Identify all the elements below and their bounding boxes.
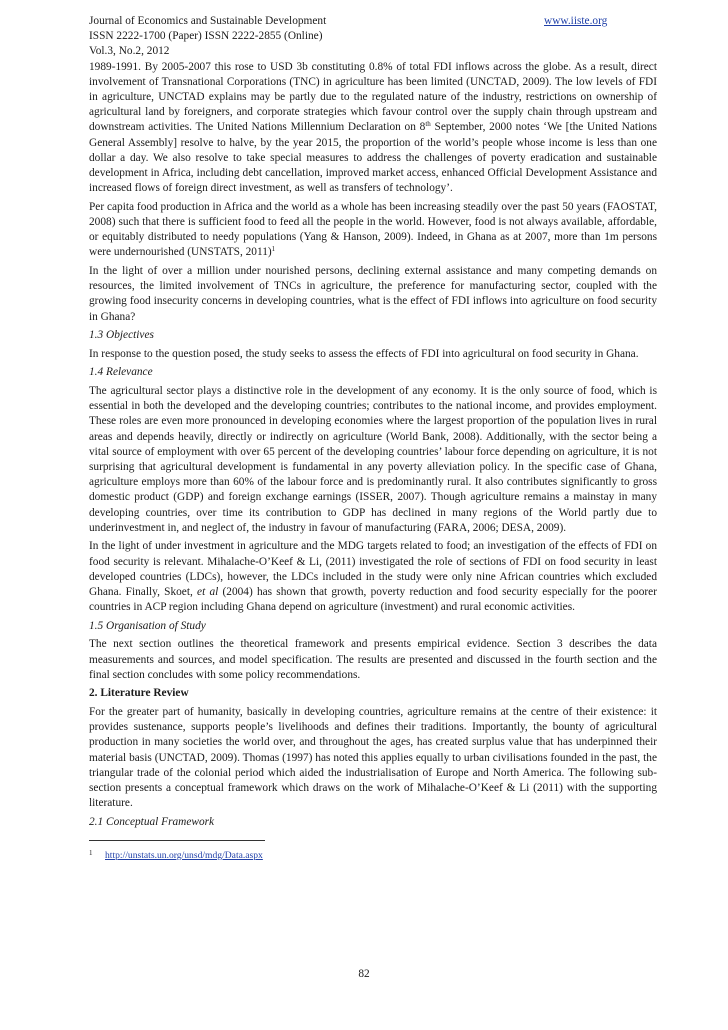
- footnote-link[interactable]: http://unstats.un.org/unsd/mdg/Data.aspx: [105, 850, 263, 862]
- paragraph-research-question: In the light of over a million under nourished persons, declining external assistance and many competing demands on resources, the limited involvement of TNCs in agriculture, the preference for manufacturing sector, coupled with the growing food insecurity concerns in developing countries, what is the effect of FDI inflows into agriculture on food security in Ghana?: [89, 265, 657, 323]
- heading-organisation: 1.5 Organisation of Study: [89, 619, 206, 632]
- superscript-th: th: [425, 120, 431, 129]
- footnote-divider: [89, 840, 265, 841]
- et-al-italic: et al: [197, 586, 219, 599]
- paragraph-organisation: The next section outlines the theoretical framework and presents empirical evidence. Section 3 describes the data measurements and sources, and model specification. The results are presented and discussed in the fourth section and the final section concludes with some policy recommendations.: [89, 638, 657, 681]
- paragraph-underinvestment: In the light of under investment in agriculture and the MDG targets related to food; an investigation of the effects of FDI on food security is relevant. Mihalache-O’Keef & Li, (2011) investigated the role of sections of FDI on food security in least developed countries (LDCs), however, the LDCs included in the study were only nine African countries which excluded Ghana. Finally, Skoet, et al (2004) has shown that growth, poverty reduction and food security especially for the poorer countries in ACP region including Ghana depend on agriculture (investment) and rural economic activities.: [89, 540, 657, 614]
- footnote-ref-1: 1: [271, 245, 276, 254]
- heading-literature-review: 2. Literature Review: [89, 687, 189, 700]
- paragraph-food-production: Per capita food production in Africa and the world as a whole has been increasing steadily over the past 50 years (FAOSTAT, 2008) such that there is sufficient food to feed all the people in the world. However, food is not always available, affordable, or equitably distributed to needy populations (Yang & Hanson, 2009). Indeed, in Ghana as at 2007, more than 1m persons were undernourished (UNSTATS, 2011)$^1$: [89, 200, 657, 259]
- heading-relevance: 1.4 Relevance: [89, 366, 153, 379]
- footnote: [89, 847, 657, 862]
- paragraph-fdi-agriculture: 1989-1991. By 2005-2007 this rose to USD 3b constituting 0.8% of total FDI inflows across the globe. As a result, direct involvement of Transnational Corporations (TNC) in agriculture has been limited (UNCTAD, 2009). The low levels of FDI in agriculture, UNCTAD explains may be partly due to the regulated nature of the industry, restrictions on ownership of agricultural land by foreigners, and corporate strategies which favour control over the supply chain through upstream and downstream activities. The United Nations Millennium Declaration on 8th September, 2000 notes ‘We [the United Nations General Assembly] resolve to halve, by the year 2015, the proportion of the world’s people whose income is less than one dollar a day. We also resolve to take special measures to address the challenges of poverty eradication and sustainable development in Africa, including debt cancellation, improved market access, enhanced Official Development Assistance and increased flows of foreign direct investment, as well as transfers of technology’.: [89, 60, 657, 195]
- paragraph-literature-review: For the greater part of humanity, basically in developing countries, agriculture remains at the centre of their existence: it provides sustenance, supports people’s livelihoods and defines their traditions. Importantly, the bounty of agricultural production in many societies the world over, and throughout the ages, has created surplus value that has underpinned their material basis (UNCTAD, 2009). Thomas (1997) has noted this applies equally to urban civilisations founded in the past, the triangular trade of the colonial period which aided the industrialisation of Europe and North America. The following sub-section presents a conceptual framework which draws on the work of Mihalache-O’Keef & Li (2011) with the supporting literature.: [89, 706, 657, 810]
- journal-title: Journal of Economics and Sustainable Development: [89, 15, 327, 27]
- paragraph-relevance: The agricultural sector plays a distinctive role in the development of any economy. It is the only source of food, which is essential in both the developed and the developing countries; contributes to the national income, and provides employment. These roles are even more pronounced in developing economies where the largest proportion of the population lives in rural areas and depends heavily, directly or indirectly on agriculture (World Bank, 2008). Additionally, with the sector being a vital source of employment with over 65 percent of the developing countries’ labour force depending on agriculture, it is not surprising that agricultural development is fundamental in any poverty alleviation policy. In the specific case of Ghana, agriculture employs more than 60% of the labour force and is predominantly rural. It also contributes significantly to gross domestic product (GDP) and foreign exchange earnings (ISSER, 2007). Though agriculture remains a mainstay in many developing countries, over time its contribution to GDP has declined in many regions of the World partly due to underinvestment in, and neglect of, the industry in favour of manufacturing (FARA, 2006; DESA, 2009).: [89, 385, 657, 534]
- heading-objectives: 1.3 Objectives: [89, 329, 154, 342]
- journal-website-link[interactable]: www.iiste.org: [544, 15, 608, 27]
- footnote-number: 1: [89, 849, 93, 858]
- issn-line: ISSN 2222-1700 (Paper) ISSN 2222-2855 (Online): [89, 30, 323, 43]
- page-number: 82: [358, 968, 370, 980]
- paragraph-objectives: In response to the question posed, the study seeks to assess the effects of FDI into agricultural on food security in Ghana.: [89, 347, 639, 360]
- running-header: [89, 14, 657, 29]
- page-content: [89, 14, 657, 862]
- volume-line: Vol.3, No.2, 2012: [89, 45, 170, 58]
- heading-conceptual-framework: 2.1 Conceptual Framework: [89, 815, 215, 828]
